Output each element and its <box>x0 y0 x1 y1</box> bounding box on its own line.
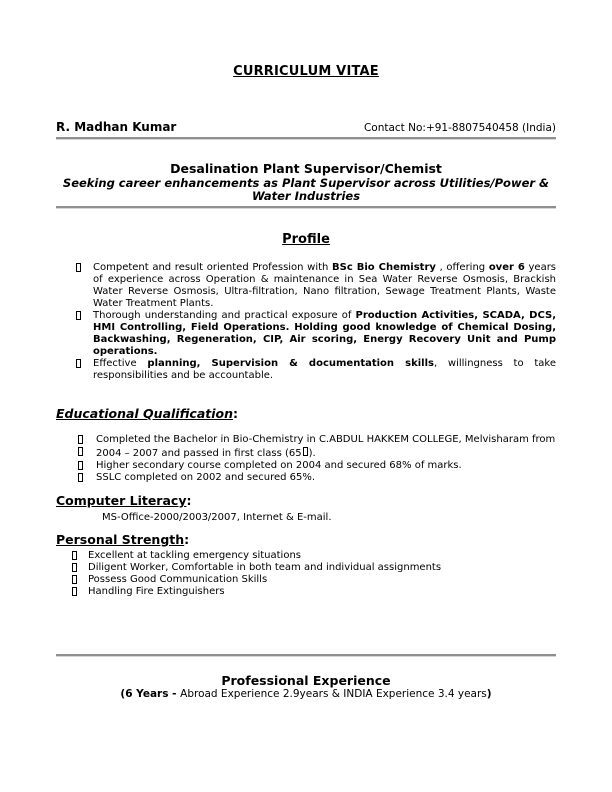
bullet-tofu-icon <box>78 473 83 482</box>
education-bullet-list <box>56 434 556 484</box>
profile-heading-text: Profile <box>282 232 330 247</box>
list-item <box>56 574 556 586</box>
bullet-tofu-icon <box>72 587 77 596</box>
text-run: Thorough understanding and practical exposure of <box>93 310 356 321</box>
list-item-text <box>88 574 556 586</box>
bullet-tofu-icon <box>72 575 77 584</box>
text-run: ). <box>308 448 316 459</box>
list-item <box>56 472 556 484</box>
computer-literacy-heading <box>56 493 556 508</box>
document-title <box>56 64 556 80</box>
education-heading <box>56 406 556 421</box>
bullet-tofu-icon <box>78 447 83 456</box>
text-run: Handling Fire Extinguishers <box>88 586 225 597</box>
text-run: Diligent Worker, Comfortable in both team and individual assignments <box>88 562 442 573</box>
computer-literacy-heading-colon: : <box>186 493 192 508</box>
text-run: ) <box>486 688 492 700</box>
list-item-text <box>96 446 556 460</box>
list-item-text <box>96 460 556 472</box>
list-item-text <box>93 310 556 358</box>
list-item <box>56 310 556 358</box>
list-item-text <box>96 472 556 484</box>
bullet-tofu-icon <box>78 461 83 470</box>
education-heading-colon: : <box>233 406 239 421</box>
text-run: years of experience across Operation & maintenance in Sea Water Reverse Osmosis, Brackish Water Reverse Osmosis, Ultra-filtration, Nano filtration, Sewage Treatment Plants, Waste Water Treatment Plants. <box>93 262 557 309</box>
personal-strength-heading <box>56 532 556 547</box>
list-item-text <box>88 586 556 598</box>
missing-glyph-box <box>303 447 308 456</box>
list-item <box>56 262 556 310</box>
personal-strength-heading-text: Personal Strength <box>56 532 185 547</box>
personal-strength-bullet-list <box>56 550 556 598</box>
list-item <box>56 446 556 460</box>
candidate-name: R. Madhan Kumar <box>56 120 177 134</box>
experience-heading: Professional Experience <box>221 673 391 688</box>
profile-heading <box>56 232 556 248</box>
text-run: Effective <box>93 358 148 369</box>
text-run: Completed the Bachelor in Bio-Chemistry in C.ABDUL HAKKEM COLLEGE, Melvisharam from <box>96 434 556 445</box>
list-item-text <box>88 562 556 574</box>
list-item <box>56 434 556 446</box>
text-run: , offering <box>435 262 489 273</box>
text-run: Possess Good Communication Skills <box>88 574 268 585</box>
role-title: Desalination Plant Supervisor/Chemist <box>170 161 442 176</box>
text-run: BSc Bio Chemistry <box>332 262 436 273</box>
text-run: (6 Years - <box>120 688 181 700</box>
name-contact-row <box>56 120 556 139</box>
computer-literacy-text: MS-Office-2000/2003/2007, Internet & E-mail. <box>102 512 332 523</box>
list-item-text <box>96 434 556 446</box>
experience-block <box>56 673 556 701</box>
bullet-tofu-icon <box>72 563 77 572</box>
text-run: over 6 <box>488 262 525 273</box>
text-run: Excellent at tackling emergency situations <box>88 550 301 561</box>
horizontal-rule <box>56 654 556 656</box>
list-item-text <box>93 262 556 310</box>
computer-literacy-heading-text: Computer Literacy <box>56 493 187 508</box>
list-item <box>56 460 556 472</box>
contact-number: Contact No:+91-8807540458 (India) <box>363 122 556 134</box>
document-title-text: CURRICULUM VITAE <box>233 64 379 79</box>
education-heading-text: Educational Qualification <box>56 406 234 421</box>
profile-bullet-list <box>56 262 556 382</box>
role-subtitle: Seeking career enhancements as Plant Supervisor across Utilities/Power & Water Industries <box>62 176 550 203</box>
bullet-tofu-icon <box>78 435 83 444</box>
list-item <box>56 562 556 574</box>
text-run: Production Activities, SCADA, DCS, HMI Controlling, Field Operations. Holding good knowledge of Chemical Dosing, Backwashing, Regeneration, CIP, Air scoring, Energy Recovery Unit and Pump operations. <box>93 310 556 357</box>
text-run: 2004 – 2007 and passed in first class (65 <box>96 448 302 459</box>
text-run: Competent and result oriented Profession with <box>93 262 333 273</box>
bullet-tofu-icon <box>76 359 81 368</box>
bullet-tofu-icon <box>76 263 81 272</box>
personal-strength-heading-colon: : <box>184 532 190 547</box>
list-item-text <box>93 358 556 382</box>
role-block <box>56 161 556 208</box>
text-run: planning, Supervision & documentation skills <box>147 358 434 369</box>
list-item <box>56 550 556 562</box>
list-item <box>56 358 556 382</box>
list-item-text <box>88 550 556 562</box>
text-run: SSLC completed on 2002 and secured 65%. <box>96 472 316 483</box>
text-run: Higher secondary course completed on 2004 and secured 68% of marks. <box>96 460 462 471</box>
bullet-tofu-icon <box>72 551 77 560</box>
experience-subtitle <box>56 688 556 701</box>
text-run: , willingness to take responsibilities and be accountable. <box>93 358 556 381</box>
bullet-tofu-icon <box>76 311 81 320</box>
text-run: Abroad Experience 2.9years & INDIA Experience 3.4 years <box>180 688 487 700</box>
list-item <box>56 586 556 598</box>
